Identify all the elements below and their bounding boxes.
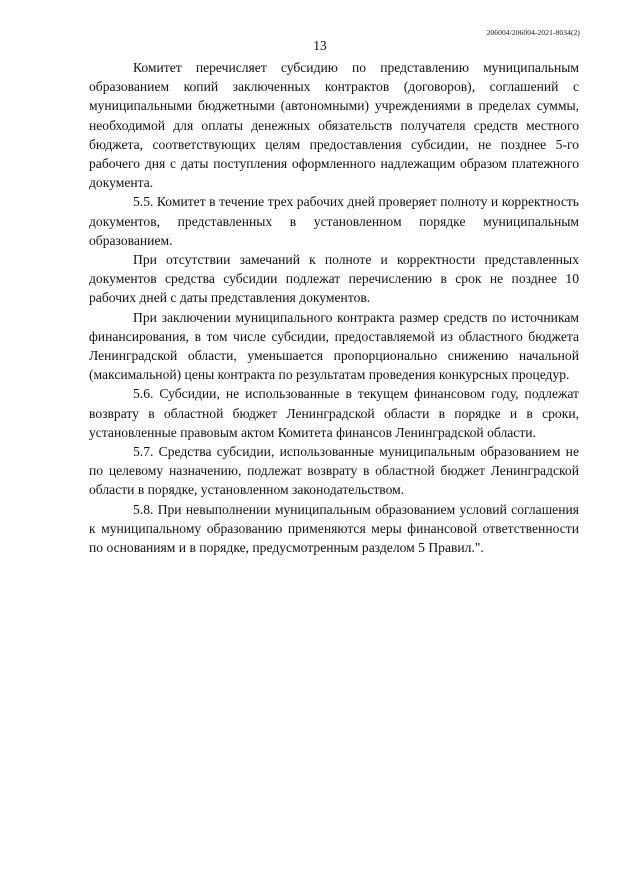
paragraph-subsidy-transfer: Комитет перечисляет субсидию по представлению муниципальным образованием копий заключенных контрактов (договоров), соглашений с муниципальными бюджетными (автономными) учреждениями в пределах суммы, необходимой для оплаты денежных обязательств получателя средств местного бюджета, соответствующих целям предоставления субсидии, не позднее 5-го рабочего дня с даты поступления оформленного надлежащим образом платежного документа.	[89, 60, 579, 191]
document-id: 206004/206004-2021-8034(2)	[486, 28, 580, 37]
paragraph-no-remarks: При отсутствии замечаний к полноте и корректности представленных документов средства субсидии подлежат перечислению в срок не позднее 10 рабочих дней с даты представления документов.	[89, 252, 579, 306]
paragraph-5-7: 5.7. Средства субсидии, использованные муниципальным образованием не по целевому назначению, подлежат возврату в областной бюджет Ленинградской области в порядке, установленном законодательством.	[89, 444, 579, 498]
paragraph-contract-reduction: При заключении муниципального контракта размер средств по источникам финансирования, в том числе субсидии, предоставляемой из областного бюджета Ленинградской области, уменьшается пропорционально снижению начальной (максимальной) цены контракта по результатам проведения конкурсных процедур.	[89, 309, 579, 383]
paragraph-5-6: 5.6. Субсидии, не использованные в текущем финансовом году, подлежат возврату в областной бюджет Ленинградской области в порядке и в сроки, установленные правовым актом Комитета финансов Ленинградской области.	[89, 386, 579, 440]
page-number: 13	[313, 38, 327, 53]
paragraph-5-5: 5.5. Комитет в течение трех рабочих дней проверяет полноту и корректность документов, представленных в установленном порядке муниципальным образованием.	[89, 194, 579, 248]
paragraph-5-8: 5.8. При невыполнении муниципальным образованием условий соглашения к муниципальному образованию применяются меры финансовой ответственности по основаниям и в порядке, предусмотренным разделом 5 Правил.".	[89, 501, 579, 556]
document-body	[89, 58, 579, 557]
